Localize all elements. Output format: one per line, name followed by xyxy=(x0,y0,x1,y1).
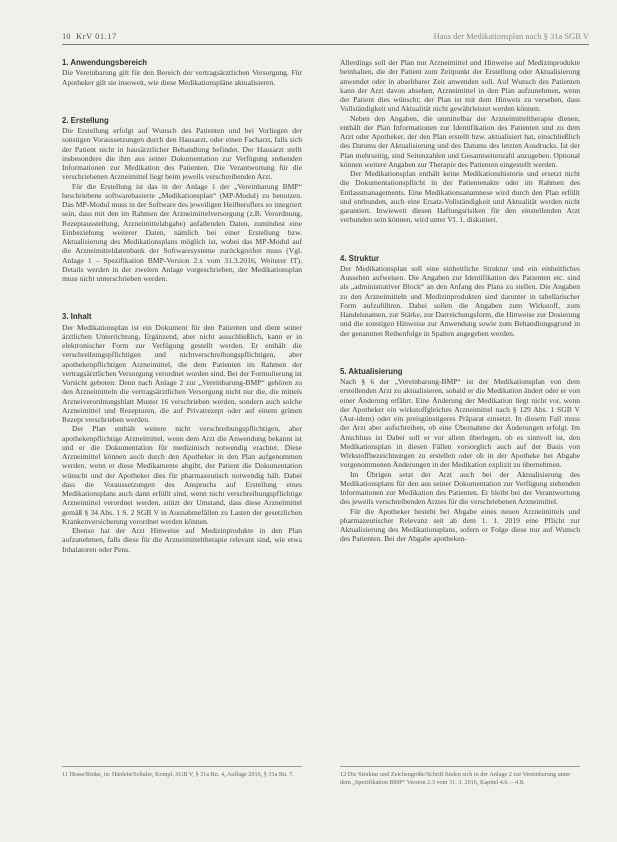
section xyxy=(62,58,302,87)
section xyxy=(62,312,302,554)
section xyxy=(340,367,580,544)
left-column xyxy=(62,58,302,554)
running-title: Haus der Medikationsplan nach § 31a SGB V xyxy=(433,31,589,41)
section-heading: 1. Anwendungsbereich xyxy=(62,58,148,67)
body-paragraph: Der Medikationsplan enthält keine Medikationshistorie und ersetzt nicht die Dokumentationspflicht in der Patientenakte oder im Rahmen des Entlassmanagements. Eine Medikationsanamnese wird durch den Plan erfüllt und entbunden, auch eine Ersatz-Vollständigkeit und Aktualität werden nicht garantiert. Inwieweit diesen Haftungsrisiken für den einstellenden Arzt verbunden sein können, wird unter VI. 1. diskutiert. xyxy=(340,169,580,225)
section xyxy=(340,254,580,338)
section-heading: 4. Struktur xyxy=(340,253,379,263)
right-column xyxy=(340,58,580,544)
body-paragraph: Im Übrigen setzt der Arzt auch bei der Aktualisierung des Medikationsplans für den aus seiner Dokumentation zur Verfügung stehenden Informationen zur Medikation des Patienten. Er bleibt bei der Verantwortung des jeweils verschreibenden Arztes für die verschriebenen Arzneimittel. xyxy=(340,469,580,507)
body-paragraph: Die Erstellung erfolgt auf Wunsch des Patienten und bei Vorliegen der sonstigen Voraussetzungen durch den Hausarzt, oder einen Facharzt, falls sich der Patient nicht in hausärztlicher Behandlung befindet. Der Hausarzt stellt insbesondere die ihm aus seiner Dokumentation zur Verfügung stehenden Informationen zur Medikation des Patienten. Die Verantwortung für die verschriebenen Arzneimittel liegt beim jeweils verschreibenden Arzt. xyxy=(62,126,302,182)
section xyxy=(340,58,580,225)
body-paragraph: Nach § 6 der „Vereinbarung-BMP“ ist der Medikationsplan von dem erstellenden Arzt zu aktualisieren, sobald er die Medikation ändert oder er von einer Änderung erfährt. Eine Änderung der Medikation liegt nicht vor, wenn der Apotheker ein wirkstoffgleiches Arzneimittel nach § 129 Abs. 1 SGB V (Aut-idem) oder ein preisgünstigeres Präparat einsetzt. In diesem Fall muss der Arzt aber aufschreiben, ob eine Übernahme der Änderungen erfolgt. Im Anschluss ist Dabei soll er vor allem überlegen, ob es sinnvoll ist, den Medikationsplan in diesen Fällen vorsorglich auch auf der Basis von Wirkstoffbezeichnungen zu erstellen oder ob in der Apotheke bei Abgabe vorgenommenen Änderungen in der Medikation explizit zu übernehmen. xyxy=(340,377,580,470)
section xyxy=(62,116,302,284)
journal-label: KrV 01.17 xyxy=(76,31,117,41)
running-header xyxy=(62,30,589,45)
section-heading: 5. Aktualisierung xyxy=(340,366,403,376)
body-paragraph: Der Medikationsplan ist ein Dokument für den Patienten und dient seiner ärztlichen Unterrichtung, Ergänzend, aber nicht ausschließlich, kann er in elektronischer Form zur Verfügung gestellt werden. Er enthält die verschreibungspflichtigen und nichtverschreibungspflichtigen, aber apothekenpflichtigen Arzneimittel, die dem Patienten im Rahmen der vertragsärztlichen Versorgung verordnet worden sind. Bei der Formulierung ist Vorsicht geboten: Denn nach Anlage 2 zur „Vereinbarung-BMP“ gehören zu den Arzneimitteln die vertragsärztlichen Versorgung nicht nur die, die mittels Arzneiverordnungsblatt Muster 16 verschrieben werden, sondern auch solche Arzneimittel und Rezepturen, die auf Privatrezept oder auf einem grünen Rezept verschrieben werden. xyxy=(62,322,302,424)
body-paragraph: Neben den Angaben, die unmittelbar der Arzneimitteltherapie dienen, enthält der Plan Informationen zur Identifikation des Patienten und zu dem Arzt oder Apotheker, der den Plan erstellt bzw. aktualisiert hat, einschließlich des Datums der Aktualisierung und des Datums des letzten Ausdrucks. Ist der Plan mehrseitig, sind Seitenzahlen und Gesamtseitenzahl anzugeben. Optional können weitere Angaben zur Therapie des Patienten eingestellt werden. xyxy=(340,113,580,169)
section-heading: 3. Inhalt xyxy=(62,312,92,322)
body-paragraph: Der Medikationsplan soll eine einheitliche Struktur und ein einheitliches Aussehen aufweisen. Die Angaben zur Identifikation des Patienten etc. sind als „administrativer Block“ an den Anfang des Plans zu stellen. Die Angaben zu den Arzneimitteln und Medizinprodukten sind darunter in tabellarischer Form aufzuführen. Dabei sollen die Angaben zum Wirkstoff, zum Handelsnamen, zur Stärke, zur Darreichungsform, die Hinweise zur Dosierung und die sonstigen Hinweise zur Anwendung sowie zum Behandlungsgrund in der genannten Reihenfolge in Spalten angegeben werden. xyxy=(340,263,580,338)
section-heading: 2. Erstellung xyxy=(62,115,109,125)
page-number: 10 xyxy=(62,31,71,41)
body-paragraph: Der Plan enthält weitere nicht verschreibungspflichtigen, aber apothekenpflichtige Arzneimittel, wenn dem Arzt die Anwendung bekannt ist und er die Dokumentation für medizinisch notwendig erachtet. Diese Arzneimittel können auch durch den Apotheker in den Plan aufgenommen werden, wenn er diese Medikamente abgibt, der Patient die Dokumentation wünscht und der Apotheker dies für pharmazeutisch notwendig hält. Dabei dass die Voraussetzungen des Anspruchs auf Erstellung eines Medikationsplans auch dann erfüllt sind, wenn nicht verschreibungspflichtige Arzneimittel verordnet werden, stützt der Umstand, dass diese Arzneimittel gemäß § 34 Abs. 1 S. 2 SGB V in Ausnahmefällen zu Lasten der gesetzlichen Krankenversicherung verordnet werden können. xyxy=(62,424,302,526)
footnote-left: 11 Hesse/Rinke, in: Hänlein/Schuler, Kompl. SGB V, § 31a Rn. 4, Auflage 2016, § 31a Rn. 7. xyxy=(62,766,302,779)
body-paragraph: Ebenso hat der Arzt Hinweise auf Medizinprodukte in den Plan aufzunehmen, falls diese für die Arzneimitteltherapie relevant sind, wie etwa Inhalatoren oder Pens. xyxy=(62,526,302,554)
footnote-right: 12 Die Struktur und Zeichengröße/Schrift finden sich in der Anlage 2 zur Vereinbarung unter dem „Spezifikation BMP“ Version 2.3 vom 31. 3. 2016, Kapitel 4.6. – 4.8. xyxy=(340,766,580,786)
body-paragraph: Für die Apotheker besteht bei Abgabe eines neuen Arzneimittels und pharmazeutischer Relevanz seit ab dem 1. 1. 2019 eine Pflicht zur Aktualisierung des Medikationsplans, sofern er Folge diese nur auf Wunsch des Patienten. Bei der Abgabe apotheken- xyxy=(340,506,580,544)
body-paragraph: Allerdings soll der Plan nur Arzneimittel und Hinweise auf Medizinprodukte beinhalten, die der Patient zum Zeitpunkt der Erstellung oder Aktualisierung anwendet oder in absehbarer Zeit anwenden soll. Auf Wunsch des Patienten kann der Arzt davon absehen, Arzneimittel in den Plan aufzunehmen, wenn der Patient dies wünscht; der Plan ist mit dem Hinweis zu versehen, dass Vollständigkeit und Aktualität nicht gewährleistet werden können. xyxy=(340,58,580,114)
body-paragraph: Für die Erstellung ist das in der Anlage 1 der „Vereinbarung BMP“ beschriebene softwarebasierte „Medikationsplan“ (MP-Modul) zu benutzen. Das MP-Modul muss in der Software des jeweiligen Heilberuflers so integriert sein, dass mit den im Rahmen der Arzneimittelversorgung (z.B. Verordnung, Rezeptausstellung, Arzneimittelabgabe) anfallenden Daten, zumindest eine Einbeziehung weiterer Daten, nämlich bei einer Erstellung bzw. Aktualisierung des Medikationsplans möglich ist, wobei das MP-Modul auf die Arzneimitteldatenbank der Softwaresysteme zurückgreifen muss (Vgl. Anlage 1 – Spezifikation BMP-Version 2.x vom 31.3.2016, Weiterer IT). Details werden in der zweiten Anlage vorgeschrieben, der Medikationsplan muss nicht unterschrieben werden. xyxy=(62,181,302,283)
body-paragraph: Die Vereinbarung gilt für den Bereich der vertragsärztlichen Versorgung. Für Apotheker gilt sie insoweit, wie diese Medikationspläne aktualisieren. xyxy=(62,68,302,87)
